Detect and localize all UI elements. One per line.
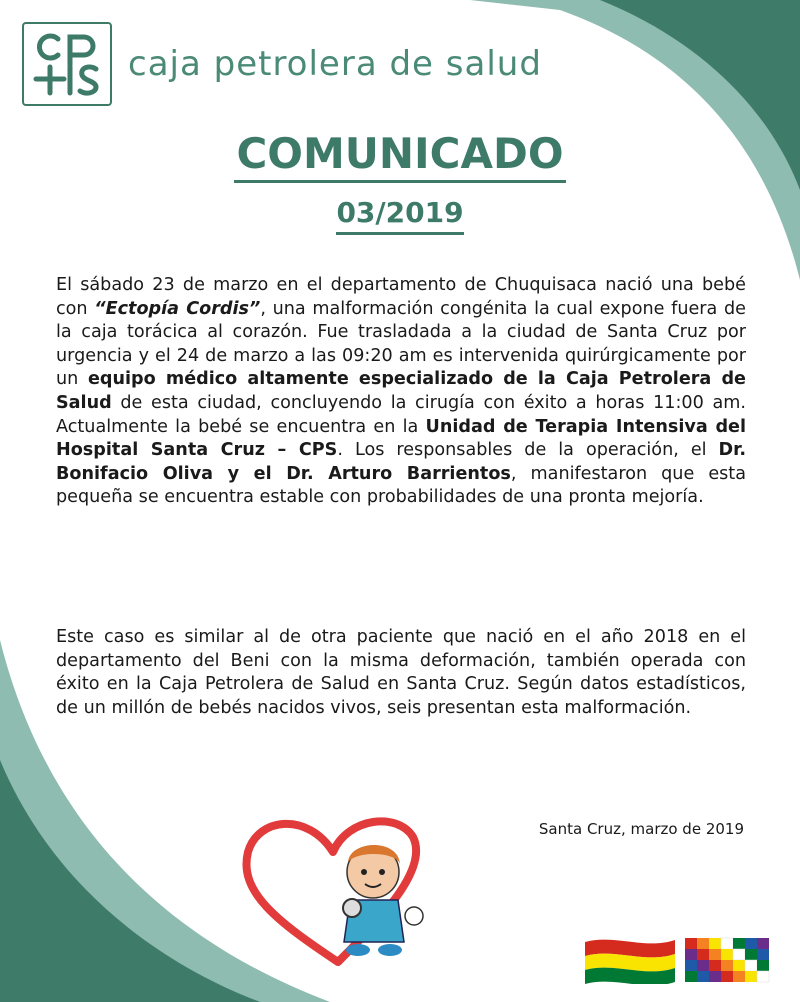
place-date: Santa Cruz, marzo de 2019 xyxy=(538,820,744,838)
paragraph-2: Este caso es similar al de otra paciente que nació en el año 2018 en el departamento del Beni con la misma deformación, también operada con éxito en la Caja Petrolera de Salud en Santa Cruz. Según datos estadísticos, de un millón de bebés nacidos vivos, seis presentan esta malformación. xyxy=(56,627,746,718)
cps-logo-icon xyxy=(22,22,112,106)
organization-name: caja petrolera de salud xyxy=(128,44,542,84)
brand-logo xyxy=(22,22,542,106)
p1-text-3: , una malformación congénita la cual expone fuera de la caja torácica al corazón. Fue trasladada a la ciudad de Santa Cruz por urgencia y el 24 de marzo a las 09:20 am es intervenida quirúrgicamente por un xyxy=(56,298,746,390)
p1-text-5: de esta ciudad, concluyendo la cirugía con éxito a horas 11:00 am. Actualmente la bebé se encuentra en la xyxy=(56,392,746,437)
communique-number: 03/2019 xyxy=(336,194,463,235)
p1-doctors: Dr. Bonifacio Oliva y el Dr. Arturo Barrientos xyxy=(56,440,747,484)
heart-with-child-icon xyxy=(238,812,438,972)
p1-text-1: El sábado 23 de marzo en el departamento de Chuquisaca nació una bebé con xyxy=(56,275,746,319)
p1-disease-name: “Ectopía Cordis” xyxy=(94,298,261,319)
paragraph-1 xyxy=(56,274,746,510)
page-title-wrap xyxy=(0,128,800,183)
communique-number-wrap xyxy=(0,194,800,235)
p1-text-7: . Los responsables de la operación, el xyxy=(337,440,719,461)
p1-unit-name: Unidad de Terapia Intensiva del Hospital Santa Cruz – CPS xyxy=(56,416,747,461)
p1-text-9: , manifestaron que esta pequeña se encuentra estable con probabilidades de una pronta mejoría. xyxy=(56,463,746,508)
bolivia-and-wiphala-flags-icon xyxy=(585,934,775,984)
page-title: COMUNICADO xyxy=(234,128,565,183)
p1-medical-team: equipo médico altamente especializado de la Caja Petrolera de Salud xyxy=(56,369,746,413)
